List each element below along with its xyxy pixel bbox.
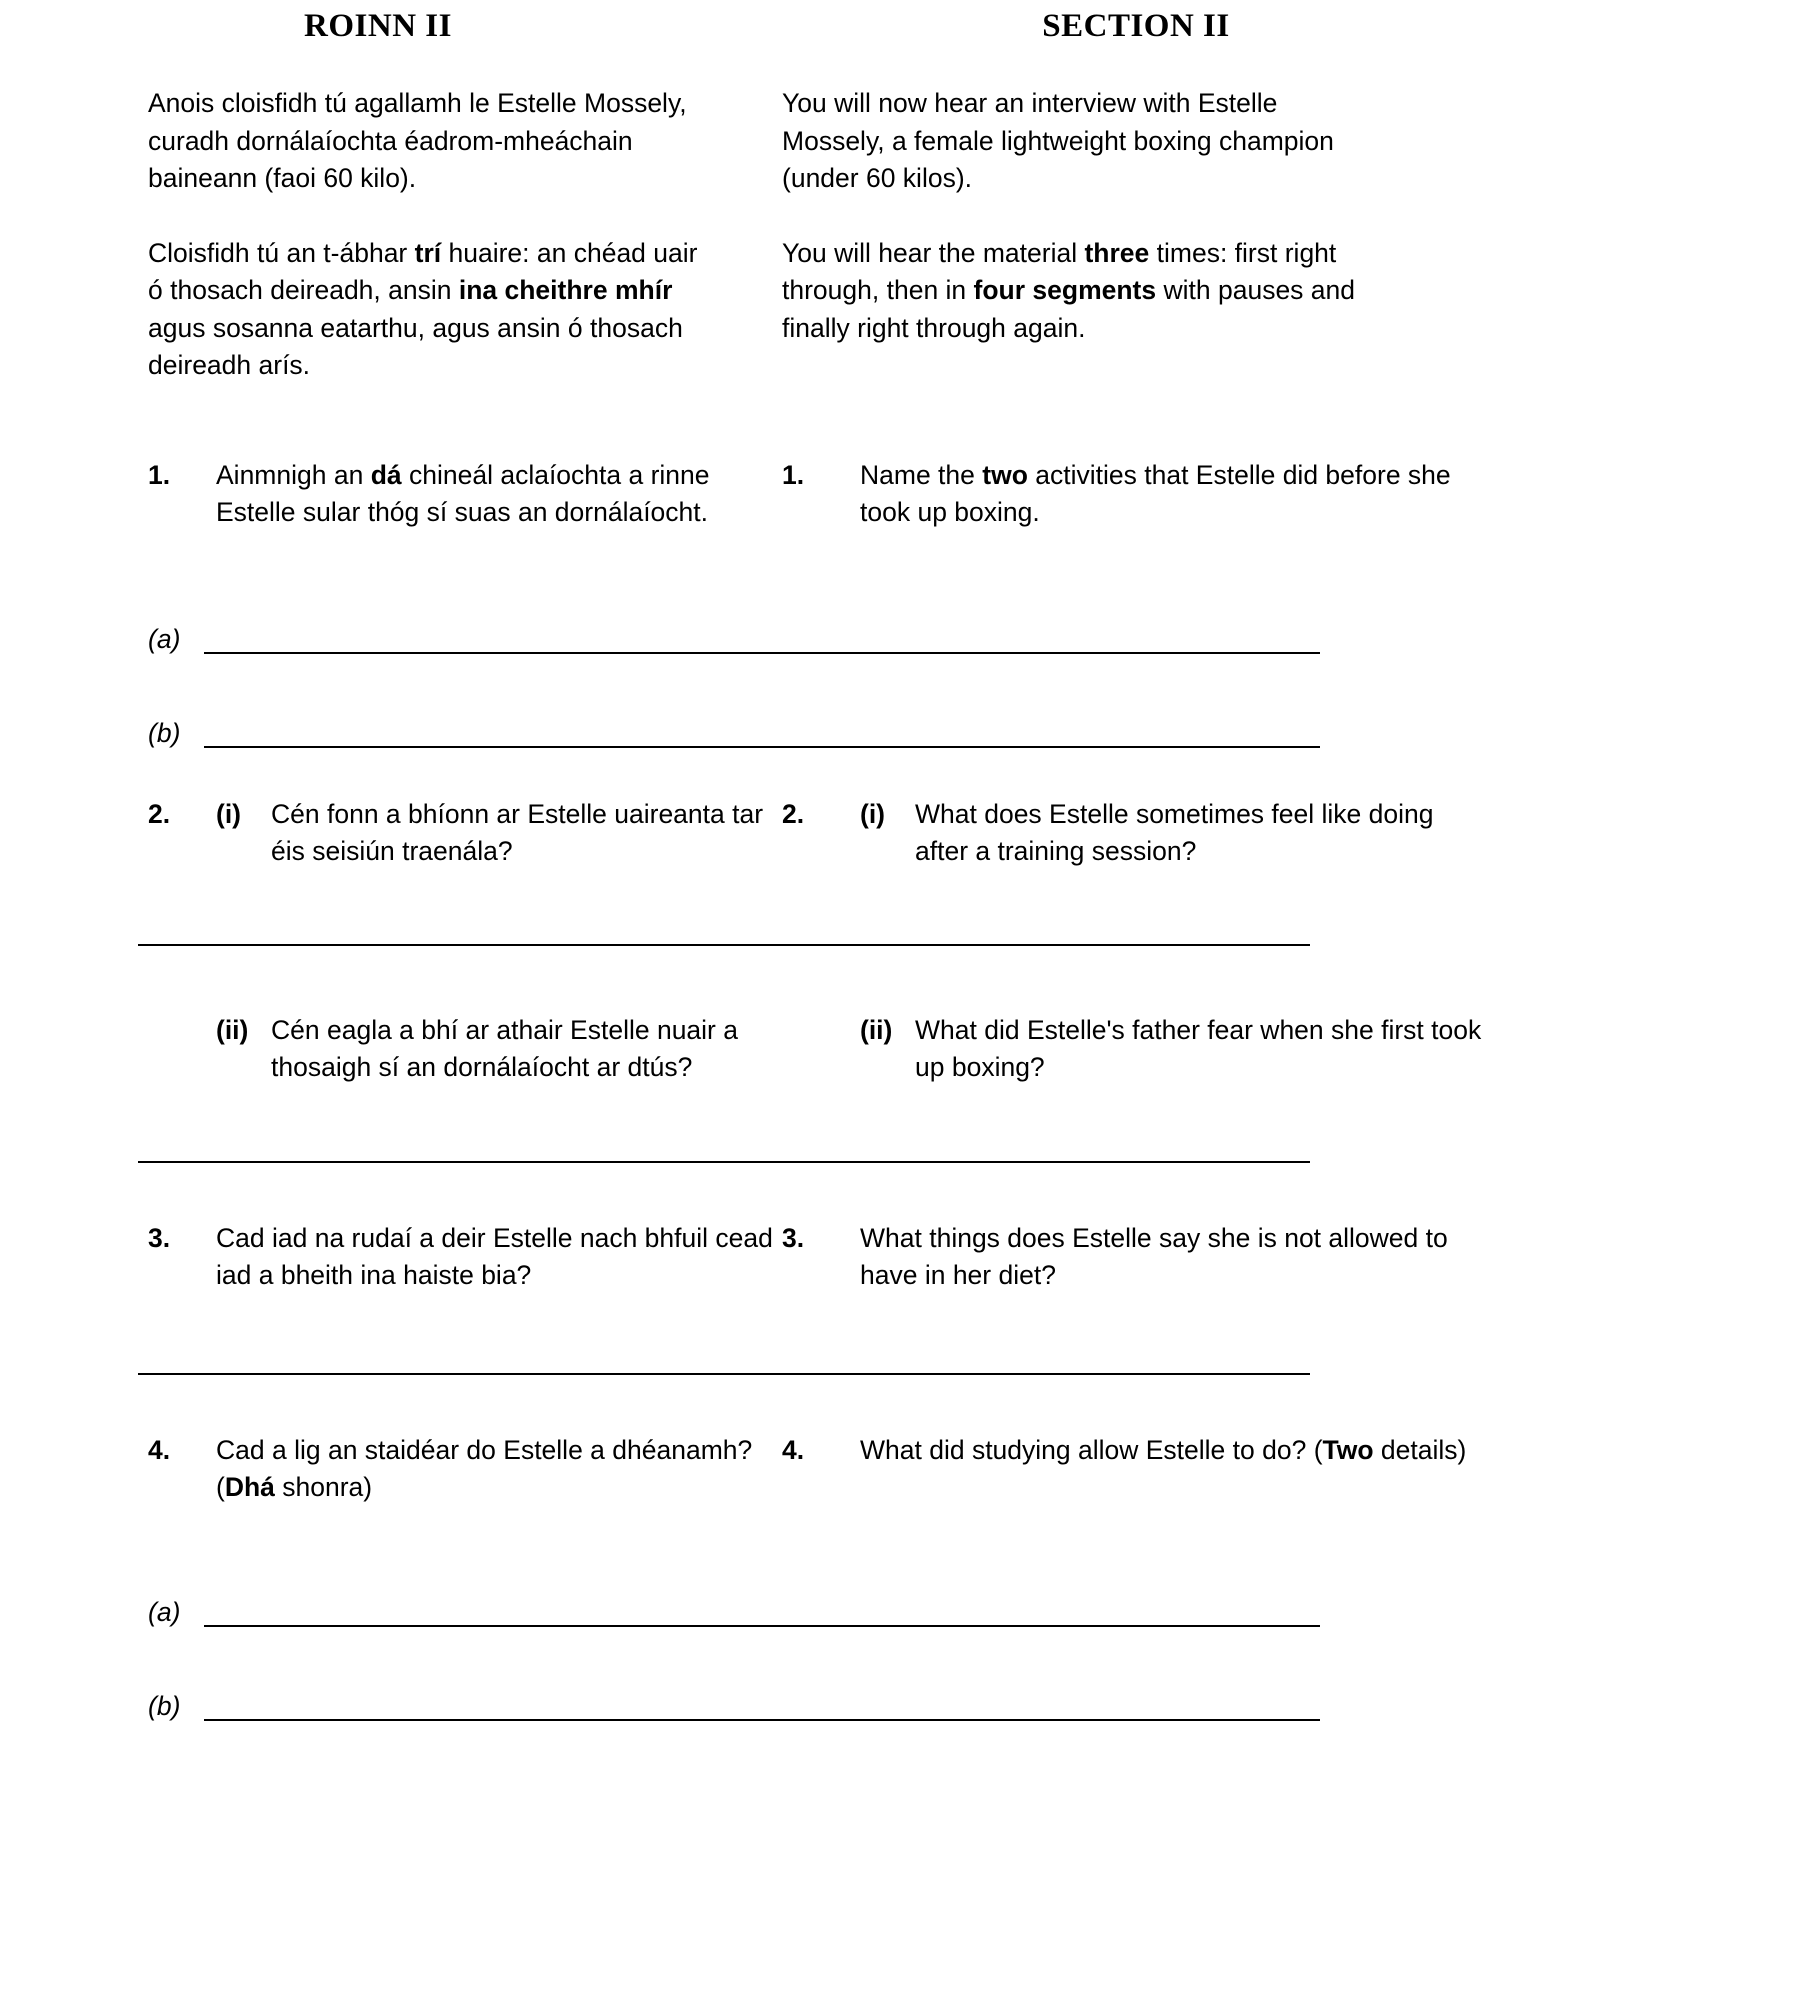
question-1-english [782,457,1482,532]
intro-paragraph-1-english: You will now hear an interview with Estelle Mossely, a female lightweight boxing champion (under 60 kilos). [782,88,1334,193]
question-2i-english [782,796,1482,871]
question-2i-text-english: What does Estelle sometimes feel like doing after a training session? [915,798,1434,866]
answer-label-b-2: (b) [148,1690,181,1721]
question-2i-roman-irish: (i) [216,798,242,829]
question-2ii-irish [148,1012,782,1087]
q1-irish-c: chineál aclaíochta a rinne Estelle sular thóg sí suas an dornálaíocht. [216,459,710,527]
intro-column-english [782,85,1482,198]
question-2ii-number-spacer [148,1012,216,1087]
question-2-number-irish: 2. [148,798,171,829]
question-4-answer-a[interactable] [148,1595,1320,1627]
q4-irish-c: shonra) [274,1472,373,1502]
question-2ii-english [782,1012,1482,1087]
intro2-english-text-a: You will hear the material [782,237,1085,268]
answer-label-a-2: (a) [148,1596,181,1627]
section-header-irish: ROINN II [304,8,452,44]
question-2ii-text-english: What did Estelle's father fear when she first took up boxing? [915,1014,1482,1082]
question-2-part-i [0,796,1818,871]
question-4-number-irish: 4. [148,1434,171,1465]
intro2-english-bold-2: four segments [973,275,1157,305]
question-4-english [782,1432,1482,1507]
answer-rule-b-2[interactable] [204,1689,1320,1721]
intro2-irish-bold-1: trí [414,237,442,268]
q1-irish-a: Ainmnigh an [216,459,371,490]
intro-paragraph-2-english [782,235,1357,348]
section-header-english: SECTION II [1042,8,1230,44]
intro2-column-irish [148,235,782,385]
intro2-irish-text-d: agus sosanna eatarthu, agus ansin ó thosach deireadh arís. [148,312,683,380]
answer-rule-a-2[interactable] [204,1595,1320,1627]
question-2i-text-irish: Cén fonn a bhíonn ar Estelle uaireanta tar éis seisiún traenála? [271,798,764,866]
question-2ii-roman-irish: (ii) [216,1014,249,1045]
question-1-answer-a[interactable] [148,622,1320,654]
question-2ii-text-irish: Cén eagla a bhí ar athair Estelle nuair a thosaigh sí an dornálaíocht ar dtús? [271,1014,738,1082]
question-3-irish [148,1220,782,1295]
q4-english-a: What did studying allow Estelle to do? ( [860,1434,1323,1465]
question-4-answer-b[interactable] [148,1689,1320,1721]
question-2-part-ii [0,1012,1818,1087]
intro2-english-text-c: times: first right through, then in [782,237,1337,305]
question-1-irish [148,457,782,532]
q1-english-a: Name the [860,459,983,490]
question-2ii-number-spacer-english [782,1012,860,1087]
question-1-text-irish [216,457,782,532]
question-4-number-english: 4. [782,1434,805,1465]
q4-english-bold: Two [1322,1434,1374,1465]
question-3-english [782,1220,1482,1295]
question-3-text-english: What things does Estelle say she is not allowed to have in her diet? [860,1222,1448,1290]
question-4-irish [148,1432,782,1507]
q4-irish-a: Cad a lig an staidéar do Estelle a dhéanamh? ( [216,1434,753,1502]
intro-paragraph-2-irish [148,235,708,385]
intro-block-1 [0,85,1818,198]
question-1-number-english: 1. [782,459,805,490]
q1-english-bold: two [982,459,1028,490]
question-3-number-english: 3. [782,1222,805,1253]
intro2-english-text-d: with pauses and finally right through again. [782,275,1356,343]
question-3-text-irish: Cad iad na rudaí a deir Estelle nach bhfuil cead iad a bheith ina haiste bia? [216,1222,773,1290]
answer-label-b: (b) [148,717,181,748]
q4-irish-bold: Dhá [224,1472,275,1502]
q1-irish-bold: dá [370,459,402,490]
intro2-english-bold-1: three [1084,237,1150,268]
question-3-number-irish: 3. [148,1222,171,1253]
question-3 [0,1220,1818,1295]
intro-paragraph-1-irish: Anois cloisfidh tú agallamh le Estelle Mossely, curadh dornálaíochta éadrom-mheáchain baineann (faoi 60 kilo). [148,88,687,193]
question-2-number-english: 2. [782,798,805,829]
intro2-irish-text-c: huaire: an chéad uair ó thosach deireadh, ansin [148,237,698,305]
question-1 [0,457,1818,532]
question-4 [0,1432,1818,1507]
q4-english-c: details) [1373,1434,1467,1465]
intro2-column-english [782,235,1482,385]
question-4-text-english [860,1432,1482,1507]
question-2i-roman-english: (i) [860,798,886,829]
intro-column-irish [148,85,782,198]
question-1-text-english [860,457,1482,532]
question-2ii-roman-english: (ii) [860,1014,893,1045]
answer-rule-b[interactable] [204,716,1320,748]
q1-english-c: activities that Estelle did before she took up boxing. [860,459,1451,527]
question-2i-irish [148,796,782,871]
section-headers [0,0,1818,45]
intro-block-2 [0,235,1818,385]
answer-label-a: (a) [148,623,181,654]
question-4-text-irish [216,1432,782,1507]
intro2-irish-text-a: Cloisfidh tú an t-ábhar [148,237,415,268]
answer-rule-a[interactable] [204,622,1320,654]
intro2-irish-bold-2: ina cheithre mhír [458,275,673,305]
question-1-answer-b[interactable] [148,716,1320,748]
question-1-number-irish: 1. [148,459,171,490]
